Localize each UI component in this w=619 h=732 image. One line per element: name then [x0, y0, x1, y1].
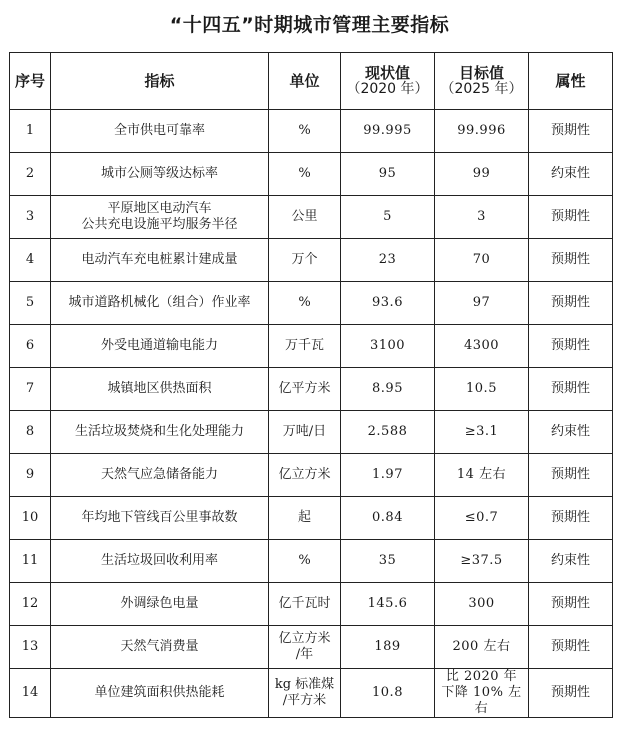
cell-attr: 约束性 [529, 540, 613, 583]
table-row [10, 669, 613, 718]
cell-indicator: 天然气应急储备能力 [51, 454, 269, 497]
header-target [435, 53, 529, 110]
header-seq: 序号 [10, 53, 51, 110]
cell-seq: 12 [10, 583, 51, 626]
cell-unit: % [269, 153, 341, 196]
cell-attr: 预期性 [529, 196, 613, 239]
cell-seq: 4 [10, 239, 51, 282]
cell-target: 99.996 [435, 110, 529, 153]
table-row [10, 497, 613, 540]
cell-target: ≥3.1 [435, 411, 529, 454]
cell-indicator: 城镇地区供热面积 [51, 368, 269, 411]
page-title: “十四五”时期城市管理主要指标 [169, 14, 450, 36]
table-row [10, 153, 613, 196]
cell-attr: 约束性 [529, 153, 613, 196]
cell-current: 8.95 [341, 368, 435, 411]
table-row [10, 540, 613, 583]
cell-attr: 预期性 [529, 454, 613, 497]
header-unit: 单位 [269, 53, 341, 110]
cell-seq: 1 [10, 110, 51, 153]
cell-indicator: 城市道路机械化（组合）作业率 [51, 282, 269, 325]
cell-unit: % [269, 110, 341, 153]
table-row [10, 325, 613, 368]
header-target-year: （2025 年） [440, 81, 523, 97]
cell-indicator: 平原地区电动汽车 公共充电设施平均服务半径 [51, 196, 269, 239]
cell-seq: 13 [10, 626, 51, 669]
cell-unit: % [269, 540, 341, 583]
cell-current: 2.588 [341, 411, 435, 454]
table-row [10, 454, 613, 497]
cell-attr: 预期性 [529, 110, 613, 153]
cell-seq: 2 [10, 153, 51, 196]
cell-seq: 6 [10, 325, 51, 368]
indicator-table [9, 52, 613, 718]
cell-seq: 8 [10, 411, 51, 454]
cell-current: 189 [341, 626, 435, 669]
cell-target: 14 左右 [435, 454, 529, 497]
cell-unit: 起 [269, 497, 341, 540]
cell-unit: 亿平方米 [269, 368, 341, 411]
table-row [10, 411, 613, 454]
header-current [341, 53, 435, 110]
cell-indicator: 外调绿色电量 [51, 583, 269, 626]
header-row [10, 53, 613, 110]
cell-current: 1.97 [341, 454, 435, 497]
cell-seq: 5 [10, 282, 51, 325]
cell-attr: 预期性 [529, 497, 613, 540]
cell-attr: 预期性 [529, 626, 613, 669]
header-target-label: 目标值 [458, 64, 504, 82]
table-row [10, 282, 613, 325]
cell-unit: 万千瓦 [269, 325, 341, 368]
cell-current: 10.8 [341, 669, 435, 718]
cell-current: 95 [341, 153, 435, 196]
header-indicator: 指标 [51, 53, 269, 110]
cell-indicator: 外受电通道输电能力 [51, 325, 269, 368]
cell-target: 70 [435, 239, 529, 282]
cell-target: 200 左右 [435, 626, 529, 669]
table-row [10, 196, 613, 239]
cell-seq: 14 [10, 669, 51, 718]
cell-target: 10.5 [435, 368, 529, 411]
cell-unit: kg 标准煤 /平方米 [269, 669, 341, 718]
cell-attr: 预期性 [529, 239, 613, 282]
cell-indicator: 单位建筑面积供热能耗 [51, 669, 269, 718]
cell-indicator: 年均地下管线百公里事故数 [51, 497, 269, 540]
cell-attr: 预期性 [529, 368, 613, 411]
cell-indicator: 生活垃圾焚烧和生化处理能力 [51, 411, 269, 454]
cell-indicator: 天然气消费量 [51, 626, 269, 669]
cell-current: 0.84 [341, 497, 435, 540]
table-row [10, 368, 613, 411]
cell-attr: 约束性 [529, 411, 613, 454]
header-current-label: 现状值 [364, 64, 410, 82]
table-row [10, 583, 613, 626]
cell-target: 3 [435, 196, 529, 239]
table-row [10, 110, 613, 153]
cell-unit: % [269, 282, 341, 325]
cell-unit: 万个 [269, 239, 341, 282]
cell-attr: 预期性 [529, 325, 613, 368]
cell-indicator: 电动汽车充电桩累计建成量 [51, 239, 269, 282]
cell-seq: 10 [10, 497, 51, 540]
cell-indicator: 生活垃圾回收利用率 [51, 540, 269, 583]
cell-current: 93.6 [341, 282, 435, 325]
cell-target: 97 [435, 282, 529, 325]
cell-current: 35 [341, 540, 435, 583]
cell-unit: 公里 [269, 196, 341, 239]
cell-seq: 7 [10, 368, 51, 411]
cell-current: 145.6 [341, 583, 435, 626]
cell-current: 3100 [341, 325, 435, 368]
cell-current: 5 [341, 196, 435, 239]
cell-attr: 预期性 [529, 583, 613, 626]
cell-seq: 9 [10, 454, 51, 497]
cell-unit: 亿千瓦时 [269, 583, 341, 626]
cell-unit: 亿立方米 [269, 454, 341, 497]
table-row [10, 239, 613, 282]
cell-target: 4300 [435, 325, 529, 368]
cell-indicator: 全市供电可靠率 [51, 110, 269, 153]
cell-target: 99 [435, 153, 529, 196]
cell-seq: 3 [10, 196, 51, 239]
cell-attr: 预期性 [529, 669, 613, 718]
cell-unit: 亿立方米 /年 [269, 626, 341, 669]
cell-current: 99.995 [341, 110, 435, 153]
cell-unit: 万吨/日 [269, 411, 341, 454]
header-current-year: （2020 年） [346, 81, 429, 97]
header-attr: 属性 [529, 53, 613, 110]
cell-target: ≥37.5 [435, 540, 529, 583]
cell-indicator: 城市公厕等级达标率 [51, 153, 269, 196]
cell-target: 比 2020 年 下降 10% 左右 [435, 669, 529, 718]
cell-target: ≤0.7 [435, 497, 529, 540]
cell-current: 23 [341, 239, 435, 282]
cell-target: 300 [435, 583, 529, 626]
table-body [10, 110, 613, 718]
cell-seq: 11 [10, 540, 51, 583]
cell-attr: 预期性 [529, 282, 613, 325]
table-row [10, 626, 613, 669]
